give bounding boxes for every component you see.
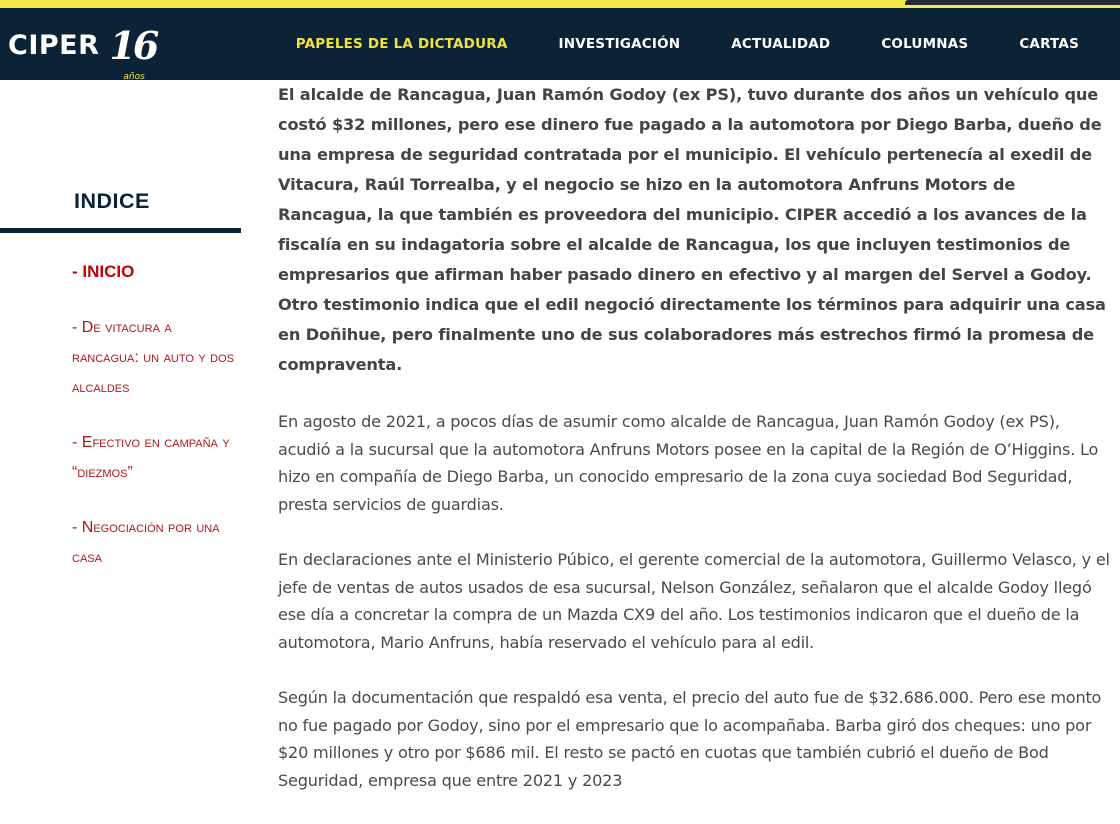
logo-suffix: años [123, 72, 145, 82]
logo-anniversary-number [109, 23, 157, 82]
article-body [278, 80, 1114, 794]
toc-item-vitacura-rancagua[interactable]: - De vitacura a rancagua: un auto y dos alcaldes [72, 319, 234, 396]
toc-item-inicio[interactable]: - INICIO [72, 262, 135, 281]
nav-investigacion[interactable]: INVESTIGACIÓN [558, 36, 681, 52]
article-paragraph: Según la documentación que respaldó esa venta, el precio del auto fue de $32.686.000. Pero ese monto no fue pagado por Godoy, sino por el empresario que lo acompañaba. Barba giró dos cheques: uno por $20 millones y otro por $686 mil. El resto se pactó en cuotas que también cubrió el dueño de Bod Seguridad, empresa que entre 2021 y 2023 [278, 688, 1102, 790]
article-paragraph: En declaraciones ante el Ministerio Púbico, el gerente comercial de la automotora, Guillermo Velasco, y el jefe de ventas de autos usados de esa sucursal, Nelson González, señalaron que el alcalde Godoy llegó ese día a concretar la compra de un Mazda CX9 del año. Los testimonios indicaron que el dueño de la automotora, Mario Anfruns, había reservado el vehículo para al edil. [278, 550, 1110, 652]
logo-text: CIPER [8, 30, 100, 61]
top-utility-tab[interactable] [905, 0, 1120, 5]
nav-papeles-de-la-dictadura[interactable]: PAPELES DE LA DICTADURA [295, 36, 508, 52]
logo-number: 16 [109, 23, 157, 68]
toc-item-efectivo-diezmos[interactable]: - Efectivo en campaña y “diezmos” [72, 434, 230, 481]
main-nav [245, 8, 1120, 80]
article-paragraph: En agosto de 2021, a pocos días de asumir como alcalde de Rancagua, Juan Ramón Godoy (ex PS), acudió a la sucursal que la automotora Anfruns Motors posee en la capital de la Región de O’Higgins. Lo hizo en compañía de Diego Barba, un conocido empresario de la zona cuya sociedad Bod Seguridad, presta servicios de guardias. [278, 412, 1099, 514]
index-divider [0, 228, 241, 233]
nav-columnas[interactable]: COLUMNAS [881, 36, 969, 52]
nav-cartas[interactable]: CARTAS [1019, 36, 1079, 52]
toc-item-negociacion-casa[interactable]: - Negociación por una casa [72, 519, 220, 566]
index-title: INDICE [74, 189, 150, 213]
nav-actualidad[interactable]: ACTUALIDAD [731, 36, 831, 52]
top-accent-bar [0, 0, 1120, 8]
site-logo[interactable] [8, 23, 157, 82]
article-lead: El alcalde de Rancagua, Juan Ramón Godoy (ex PS), tuvo durante dos años un vehículo que costó $32 millones, pero ese dinero fue pagado a la automotora por Diego Barba, dueño de una empresa de seguridad contratada por el municipio. El vehículo pertenecía al exedil de Vitacura, Raúl Torrealba, y el negocio se hizo en la automotora Anfruns Motors de Rancagua, la que también es proveedora del municipio. CIPER accedió a los avances de la fiscalía en su indagatoria sobre el alcalde de Rancagua, los que incluyen testimonios de empresarios que afirman haber pasado dinero en efectivo y al margen del Servel a Godoy. Otro testimonio indica que el edil negoció directamente los términos para adquirir una casa en Doñihue, pero finalmente uno de sus colaboradores más estrechos firmó la promesa de compraventa. [278, 85, 1106, 374]
